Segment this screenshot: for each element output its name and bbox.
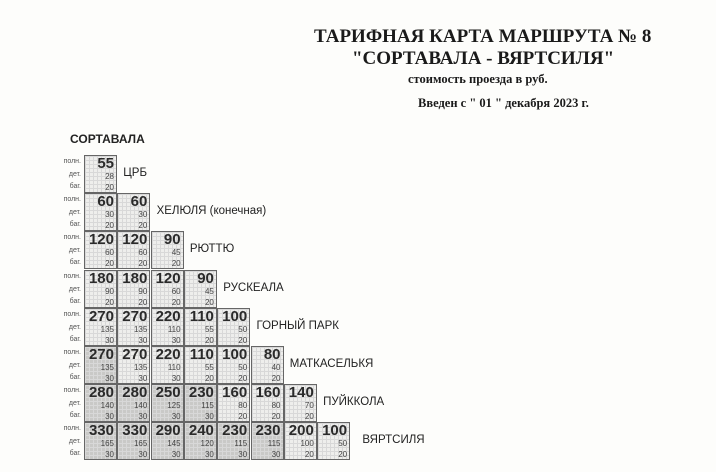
fare-child: 110 [167,324,181,334]
fare-child: 140 [133,401,148,411]
fare-baggage: 20 [105,297,114,307]
fare-child: 50 [238,363,248,372]
row-label-child: дет. [68,362,81,369]
fare-cell [217,308,250,346]
fare-cell [151,308,184,346]
fare-cell [84,270,117,308]
fare-cell [117,422,150,460]
fare-baggage: 30 [138,412,148,422]
fare-baggage: 20 [171,259,181,269]
fare-child: 60 [138,248,148,258]
fare-cell [251,384,284,422]
fare-full: 80 [263,346,281,363]
fare-child: 135 [100,363,114,372]
fare-baggage: 20 [171,297,181,307]
fare-child: 60 [105,248,114,258]
fare-cell [184,308,217,346]
row-label-full: полн. [63,234,81,242]
fare-full: 180 [122,269,148,287]
fare-baggage: 20 [105,221,114,231]
fare-full: 110 [189,346,214,363]
station-name: ВЯРТСИЛЯ [362,434,425,447]
row-label-full: полн. [63,272,81,280]
fare-full: 55 [97,155,114,172]
fare-child: 120 [200,439,214,449]
fare-baggage: 30 [238,450,248,460]
row-label-full: полн. [63,158,81,165]
row-label-baggage: баг. [69,297,81,305]
row-label-full: полн. [63,425,81,433]
fare-full: 100 [322,422,348,440]
fare-baggage: 20 [138,259,148,269]
fare-cell [251,422,284,460]
fare-cell [151,422,184,460]
fare-child: 90 [105,286,114,296]
fare-full: 120 [122,231,148,249]
fare-full: 100 [222,307,248,325]
fare-baggage: 20 [204,297,214,307]
row-label-child: дет. [68,209,81,217]
row-label-child: дет. [68,438,81,446]
fare-full: 60 [130,193,148,211]
effective-date: Введен с " 01 " декабря 2023 г. [418,96,589,110]
fare-baggage: 30 [171,374,181,383]
document-title: ТАРИФНАЯ КАРТА МАРШРУТА № 8 [314,26,652,47]
fare-baggage: 30 [204,412,214,422]
fare-baggage: 20 [338,450,348,460]
fare-child: 135 [133,363,148,372]
fare-cell [84,155,117,193]
fare-full: 90 [197,269,214,287]
row-label-child: дет. [68,323,81,331]
fare-cell [184,346,217,384]
fare-baggage: 30 [138,335,148,345]
fare-baggage: 30 [138,374,148,383]
fare-full: 230 [255,422,281,440]
row-label-baggage: баг. [69,259,81,267]
fare-full: 270 [88,346,114,363]
fare-child: 60 [171,286,181,296]
fare-child: 80 [271,401,281,411]
fare-baggage: 20 [238,335,248,345]
fare-child: 165 [133,439,148,449]
origin-station: СОРТАВАЛА [70,132,145,146]
station-name: РЮТТЮ [189,243,235,256]
station-name: МАТКАСЕЛЬКЯ [289,358,374,370]
fare-cell [117,231,150,269]
fare-baggage: 20 [271,374,281,383]
fare-child: 145 [167,439,181,449]
fare-cell [84,231,117,269]
fare-cell [117,193,150,231]
fare-baggage: 30 [271,450,281,460]
fare-full: 270 [122,346,148,363]
station-name: ХЕЛЮЛЯ (конечная) [156,205,267,218]
fare-cell [117,308,150,346]
fare-cell [217,346,250,384]
row-label-baggage: баг. [69,335,81,343]
fare-full: 330 [88,422,114,440]
fare-cell [184,384,217,422]
row-label-child: дет. [68,400,81,408]
fare-child: 135 [133,324,148,334]
row-label-child: дет. [68,247,81,255]
fare-full: 280 [122,384,148,402]
fare-cell [84,193,117,231]
fare-baggage: 20 [105,183,114,192]
row-label-baggage: баг. [69,221,81,229]
fare-baggage: 30 [204,450,214,460]
station-name: РУСКЕАЛА [223,281,284,294]
fare-child: 100 [300,439,314,449]
fare-baggage: 20 [304,412,314,422]
fare-full: 220 [155,307,181,325]
fare-baggage: 30 [138,450,148,460]
fare-baggage: 20 [138,297,148,307]
fare-child: 28 [105,172,114,181]
station-name: ЦРБ [123,167,148,179]
fare-cell [251,346,284,384]
fare-child: 125 [167,401,181,411]
fare-baggage: 30 [171,450,181,460]
fare-child: 45 [171,248,181,258]
fare-child: 90 [138,286,148,296]
fare-child: 45 [204,286,214,296]
fare-cell [217,422,250,460]
route-name: "СОРТАВАЛА - ВЯРТСИЛЯ" [352,48,615,69]
fare-full: 290 [155,422,181,440]
row-label-baggage: баг. [69,412,81,420]
fare-baggage: 20 [238,412,248,422]
row-label-child: дет. [68,171,81,178]
fare-baggage: 30 [105,450,114,460]
fare-cell [84,384,117,422]
fare-cell [84,308,117,346]
row-label-baggage: баг. [69,450,81,458]
row-label-full: полн. [63,196,81,204]
fare-child: 55 [204,324,214,334]
fare-baggage: 20 [238,374,248,383]
fare-baggage: 30 [171,412,181,422]
fare-baggage: 20 [138,221,148,231]
fare-child: 70 [304,401,314,411]
fare-full: 140 [288,384,314,402]
fare-cell [151,270,184,308]
fare-full: 120 [155,269,181,287]
fare-child: 115 [201,401,214,411]
fare-baggage: 20 [204,374,214,383]
fare-baggage: 20 [271,412,281,422]
fare-child: 55 [204,363,214,372]
fare-child: 50 [238,324,248,334]
fare-full: 230 [222,422,248,440]
fare-full: 160 [222,384,248,402]
row-label-baggage: баг. [69,374,81,381]
fare-child: 80 [238,401,248,411]
row-label-full: полн. [63,310,81,318]
fare-cell [117,346,150,384]
row-label-full: полн. [63,349,81,356]
fare-full: 270 [122,307,148,325]
fare-full: 270 [88,307,114,325]
fare-full: 180 [88,269,114,287]
row-label-baggage: баг. [69,183,81,190]
fare-child: 110 [167,363,181,372]
fare-child: 50 [338,439,348,449]
fare-child: 40 [271,363,281,372]
fare-cell [184,270,217,308]
fare-full: 220 [155,346,181,363]
fare-full: 230 [188,384,214,402]
fare-baggage: 20 [304,450,314,460]
fare-full: 60 [97,193,114,211]
fare-cell [117,270,150,308]
fare-child: 115 [234,439,248,449]
fare-full: 100 [222,346,248,363]
fare-full: 250 [155,384,181,402]
fare-cell [151,346,184,384]
fare-child: 30 [105,210,114,220]
fare-full: 200 [288,422,314,440]
fare-child: 165 [100,439,114,449]
station-name: ПУЙККОЛА [323,396,385,409]
row-label-child: дет. [68,285,81,293]
fare-full: 120 [88,231,114,249]
fare-child: 135 [100,324,114,334]
fare-full: 110 [189,307,214,325]
fare-cell [184,422,217,460]
fare-baggage: 20 [204,335,214,345]
fare-cell [84,422,117,460]
fare-cell [284,384,317,422]
fare-child: 30 [138,210,148,220]
fare-cell [217,384,250,422]
fare-baggage: 20 [105,259,114,269]
fare-full: 280 [88,384,114,402]
fare-cell [317,422,350,460]
fare-cell [117,384,150,422]
fare-full: 160 [255,384,281,402]
fare-cell [284,422,317,460]
fare-cell [84,346,117,384]
fare-child: 140 [100,401,114,411]
fare-cell [151,384,184,422]
fare-full: 240 [188,422,214,440]
row-label-full: полн. [63,387,81,395]
fare-cell [151,231,184,269]
fare-full: 330 [122,422,148,440]
station-name: ГОРНЫЙ ПАРК [256,319,339,332]
fare-baggage: 30 [105,374,114,383]
fare-child: 115 [267,439,281,449]
subtitle: стоимость проезда в руб. [408,72,548,86]
fare-baggage: 30 [105,335,114,345]
fare-full: 90 [163,231,181,249]
fare-baggage: 30 [105,412,114,422]
fare-baggage: 30 [171,335,181,345]
